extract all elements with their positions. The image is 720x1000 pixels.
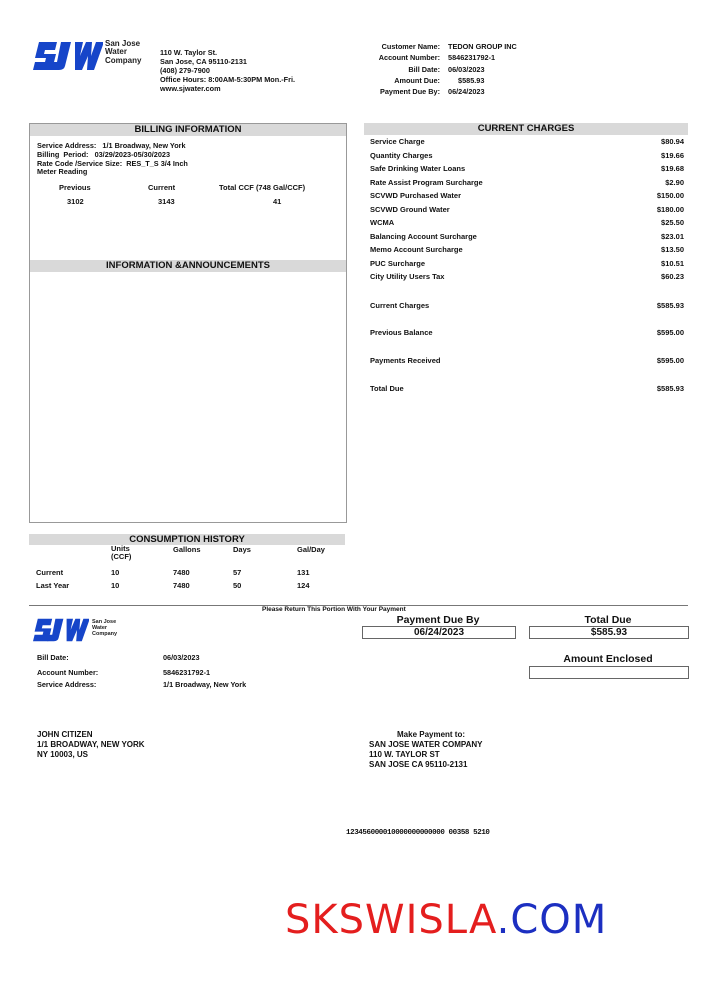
charge-value: $19.66 [661, 150, 684, 160]
summary-row [360, 86, 517, 97]
address-line: San Jose, CA 95110-2131 [160, 57, 247, 67]
charge-value: $13.50 [661, 245, 684, 254]
total-row [364, 384, 688, 397]
total-value: $585.93 [656, 301, 684, 310]
stub-info-label: Service Address: [37, 679, 97, 689]
consumption-cell: 131 [297, 568, 310, 577]
charge-row [364, 191, 688, 204]
total-label: Current Charges [370, 301, 430, 310]
company-name [105, 40, 141, 65]
stub-company-name [92, 620, 117, 637]
billing-line: Service Address: 1/1 Broadway, New York [37, 141, 186, 150]
company-logo [33, 40, 103, 72]
consumption-header: Gal/Day [297, 545, 325, 554]
stub-info-value: 1/1 Broadway, New York [163, 679, 247, 689]
charge-row [364, 232, 688, 245]
billing-line: Rate Code /Service Size: RES_T_S 3/4 Inch [37, 158, 188, 168]
charge-label: SCVWD Ground Water [370, 204, 450, 214]
summary-label: Bill Date: [408, 64, 440, 74]
summary-value: 06/03/2023 [448, 64, 485, 74]
address-line: (408) 279-7900 [160, 66, 210, 76]
consumption-cell: 7480 [173, 568, 190, 577]
stub-info-value: 06/03/2023 [163, 653, 200, 662]
summary-row [360, 52, 517, 63]
total-value: $595.00 [656, 356, 684, 365]
consumption-cell: 57 [233, 568, 242, 577]
consumption-row-label: Last Year [36, 581, 70, 590]
summary-label: Amount Due: [394, 75, 440, 85]
watermark-suffix: .COM [496, 897, 608, 943]
summary-row [360, 64, 517, 75]
charge-row [364, 178, 688, 191]
total-label: Total Due [370, 384, 404, 393]
summary-value: 5846231792-1 [448, 53, 496, 63]
charge-label: Quantity Charges [370, 150, 433, 160]
charge-row [364, 137, 688, 150]
summary-label: Customer Name: [381, 42, 440, 51]
charge-value: $23.01 [661, 231, 684, 241]
total-label: Previous Balance [370, 328, 433, 337]
summary-label: Account Number: [378, 53, 440, 63]
stub-info-label: Account Number: [37, 668, 99, 678]
billing-details [30, 136, 346, 177]
meter-header-previous: Previous [59, 183, 91, 192]
stub-info-row [37, 679, 246, 690]
total-row [364, 301, 688, 314]
charge-value: $25.50 [661, 218, 684, 227]
consumption-cell: 124 [297, 581, 310, 590]
charge-label: City Utility Users Tax [370, 272, 445, 281]
billing-line: Meter Reading [37, 167, 88, 177]
charge-row [364, 218, 688, 231]
summary-label: Payment Due By: [379, 87, 440, 97]
payment-due-box: 06/24/2023 [362, 626, 516, 639]
charge-label: WCMA [370, 218, 395, 227]
customer-line: NY 10003, US [37, 750, 88, 759]
charge-value: $80.94 [661, 137, 684, 146]
scanline: 123456000010000000000000 00358 5210 [346, 829, 490, 837]
charge-row [364, 164, 688, 177]
consumption-cell: 50 [233, 581, 242, 590]
consumption-header: Units (CCF) [111, 544, 132, 562]
company-name-line: San Jose [92, 619, 117, 625]
charge-label: Rate Assist Program Surcharge [370, 177, 483, 187]
charge-label: SCVWD Purchased Water [370, 191, 461, 200]
remit-to [369, 730, 483, 770]
consumption-cell: 10 [111, 568, 120, 577]
charge-label: PUC Surcharge [370, 258, 426, 268]
consumption-cell: 7480 [173, 581, 190, 590]
summary-value: TEDON GROUP INC [448, 42, 517, 51]
remit-line: SAN JOSE CA 95110-2131 [369, 760, 468, 769]
charge-row [364, 259, 688, 272]
summary-row [360, 75, 517, 86]
charge-value: $2.90 [665, 177, 684, 187]
amount-enclosed-input[interactable] [529, 666, 689, 679]
charge-row [364, 151, 688, 164]
meter-header-total: Total CCF (748 Gal/CCF) [219, 183, 306, 192]
meter-reading-table [30, 183, 346, 213]
stub-info-value: 5846231792-1 [163, 668, 211, 678]
billing-title: BILLING INFORMATION [30, 124, 346, 136]
total-row [364, 328, 688, 341]
amount-enclosed-label: Amount Enclosed [563, 653, 653, 665]
watermark [285, 897, 607, 943]
total-due-box: $585.93 [529, 626, 689, 639]
company-name-line: San Jose [105, 39, 141, 48]
charge-row [364, 272, 688, 285]
consumption-row-label: Current [36, 568, 64, 577]
stub-info [37, 652, 246, 690]
payment-due-label: Payment Due By [396, 614, 480, 626]
company-name-line: Water [105, 47, 127, 57]
meter-value-total: 41 [273, 197, 282, 206]
customer-line: 1/1 BROADWAY, NEW YORK [37, 740, 145, 749]
customer-line: JOHN CITIZEN [37, 730, 93, 739]
charge-value: $19.68 [661, 164, 684, 173]
summary-row [360, 41, 517, 52]
summary-value: $585.93 [458, 75, 485, 85]
billing-line: Billing Period: 03/29/2023-05/30/2023 [37, 149, 171, 159]
charge-value: $180.00 [656, 204, 684, 214]
meter-value-previous: 3102 [67, 197, 84, 206]
meter-value-current: 3143 [158, 197, 175, 206]
remit-title: Make Payment to: [397, 730, 466, 739]
address-line: Office Hours: 8:00AM-5:30PM Mon.-Fri. [160, 75, 296, 85]
customer-address [37, 730, 145, 760]
charge-row [364, 245, 688, 258]
company-name-line: Water [92, 624, 108, 631]
total-value: $585.93 [656, 384, 684, 393]
consumption-title: CONSUMPTION HISTORY [29, 534, 345, 545]
charge-label: Service Charge [370, 137, 425, 146]
total-value: $595.00 [656, 328, 684, 337]
stub-info-row [37, 667, 246, 678]
current-charges-panel [364, 123, 688, 403]
charge-value: $10.51 [661, 258, 684, 268]
charge-label: Memo Account Surcharge [370, 245, 463, 254]
return-note: Please Return This Portion With Your Payment [262, 606, 406, 613]
remit-line: 110 W. TAYLOR ST [369, 750, 440, 759]
charge-label: Balancing Account Surcharge [370, 231, 477, 241]
company-address [160, 48, 295, 94]
announcements-title: INFORMATION &ANNOUNCEMENTS [30, 260, 346, 272]
consumption-cell: 10 [111, 581, 120, 590]
meter-header-current: Current [148, 183, 176, 192]
address-line: 110 W. Taylor St. [160, 48, 218, 57]
charge-value: $60.23 [661, 272, 684, 281]
summary-value: 06/24/2023 [448, 87, 485, 97]
remit-line: SAN JOSE WATER COMPANY [369, 740, 483, 749]
total-due-label: Total Due [584, 614, 632, 626]
consumption-header: Days [233, 545, 251, 554]
stub-logo [33, 617, 89, 643]
billing-panel [29, 123, 347, 523]
charge-label: Safe Drinking Water Loans [370, 164, 466, 173]
consumption-history [29, 534, 345, 594]
current-charges-title: CURRENT CHARGES [364, 123, 688, 135]
charge-value: $150.00 [656, 191, 684, 200]
website-link[interactable]: www.sjwater.com [160, 84, 221, 94]
watermark-main: SKSWISLA [285, 897, 497, 943]
stub-info-row [37, 652, 246, 663]
stub-info-label: Bill Date: [37, 653, 69, 662]
company-name-line: Company [105, 55, 142, 65]
total-row [364, 356, 688, 369]
total-label: Payments Received [370, 356, 441, 365]
charge-row [364, 205, 688, 218]
company-name-line: Company [92, 630, 118, 637]
account-summary [360, 41, 517, 97]
consumption-header: Gallons [173, 545, 201, 554]
